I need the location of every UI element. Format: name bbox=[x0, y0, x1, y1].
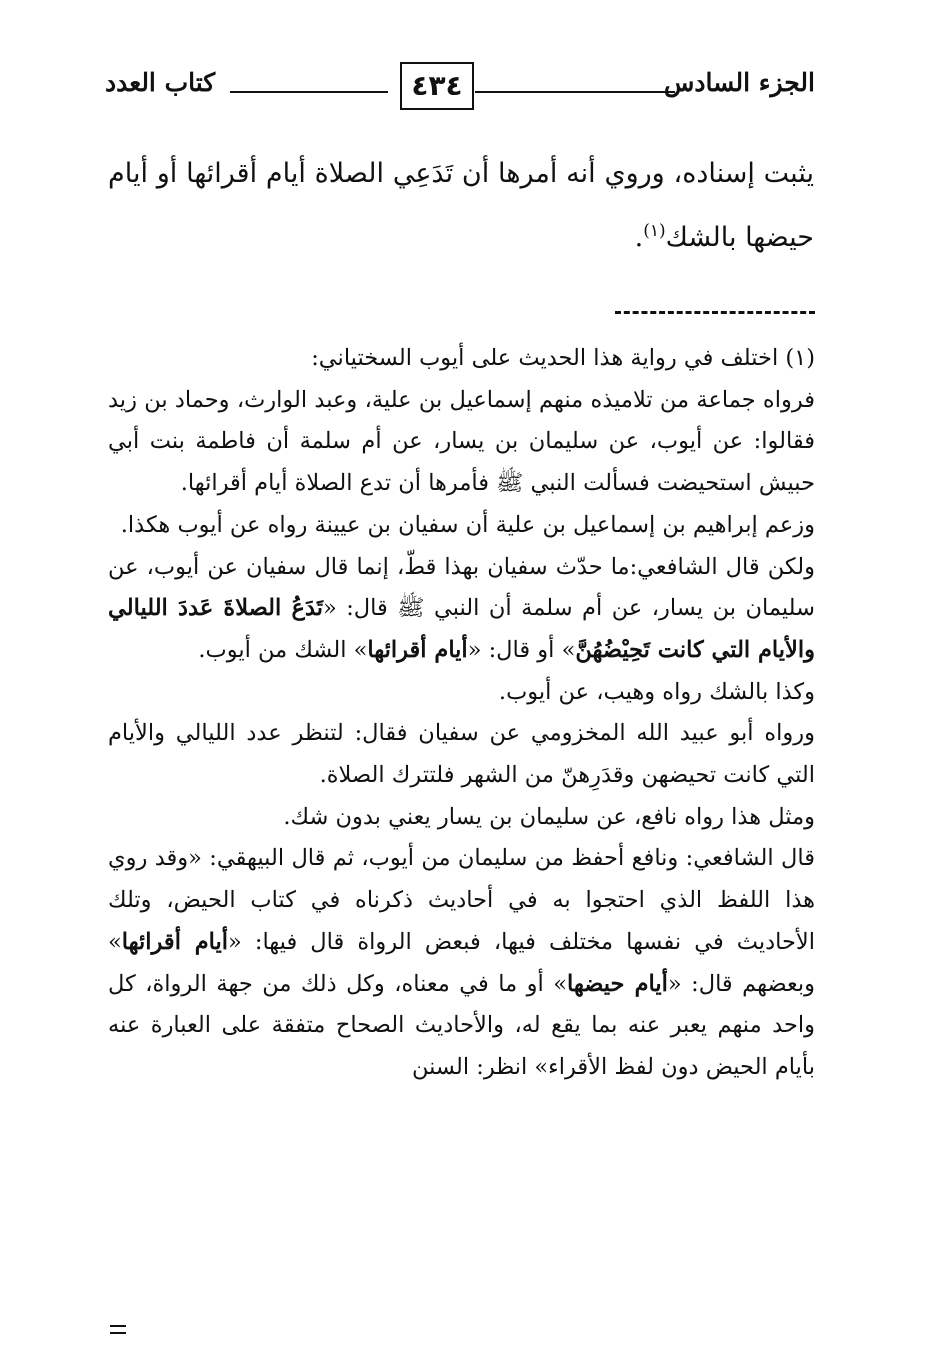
quoted-phrase: أيام أقرائها bbox=[121, 928, 229, 955]
quoted-phrase: أيام أقرائها bbox=[367, 636, 468, 663]
footnote-paragraph bbox=[108, 547, 815, 672]
text-run: » أو قال: « bbox=[467, 636, 576, 663]
header-rule-right bbox=[475, 91, 675, 93]
running-header bbox=[105, 62, 815, 118]
footnote-paragraph: فرواه جماعة من تلاميذه منهم إسماعيل بن علية، وعبد الوارث، وحماد بن زيد فقالوا: عن أيوب، عن سليمان بن يسار، عن أم سلمة أن فاطمة بنت أبي حبيش استحيضت فسألت النبي ﷺ فأمرها أن تدع الصلاة أيام أقرائها. bbox=[108, 386, 815, 497]
quoted-hadith: تَدَعُ الصلاةَ عَددَ الليالي والأيام التي كانت تَحِيْضُهُنَّ bbox=[108, 595, 815, 663]
footnote-separator bbox=[615, 311, 815, 314]
footnote-paragraph: وزعم إبراهيم بن إسماعيل بن علية أن سفيان بن عيينة رواه عن أيوب هكذا. bbox=[120, 511, 815, 538]
header-rule-left bbox=[230, 91, 388, 93]
text-run: » وبعضهم قال: « bbox=[108, 928, 815, 997]
footnote-paragraph: ومثل هذا رواه نافع، عن سليمان بن يسار يعني بدون شك. bbox=[283, 803, 815, 830]
text-run: قال الشافعي: ونافع أحفظ من سليمان من أيوب، ثم قال البيهقي: «وقد روي هذا اللفظ الذي احتجوا به في أحاديث ذكرناه في كتاب الحيض، وتلك الأحاديث في نفسها مختلف فيها، فبعض الرواة قال فيها: « bbox=[108, 845, 816, 955]
footnote-paragraph bbox=[108, 838, 815, 1088]
footnote-paragraph: وكذا بالشك رواه وهيب، عن أيوب. bbox=[498, 678, 815, 705]
main-end-punct: . bbox=[634, 222, 644, 253]
page-number: ٤٣٤ bbox=[400, 62, 474, 110]
book-title: كتاب العدد bbox=[105, 68, 216, 97]
quoted-phrase: أيام حيضها bbox=[567, 970, 668, 997]
text-run: ولكن قال الشافعي:ما حدّث سفيان بهذا قطّ، إنما قال سفيان عن أيوب، عن سليمان بن يسار، عن أم سلمة أن النبي ﷺ قال: « bbox=[108, 553, 815, 622]
footnotes bbox=[108, 338, 815, 1089]
footnote-reference[interactable]: (١) bbox=[643, 221, 666, 241]
text-run: » أو ما في معناه، وكل ذلك من جهة الرواة، كل واحد منهم يعبر عنه بما يقع له، والأحاديث الصحاح متفقة على العبارة عنه بأيام الحيض دون لفظ الأقراء» انظر: السنن bbox=[108, 970, 815, 1080]
text-run: » الشك من أيوب. bbox=[198, 636, 368, 663]
footnote-paragraph: ورواه أبو عبيد الله المخزومي عن سفيان فقال: لتنظر عدد الليالي والأيام التي كانت تحيضهن وقدَرِهنّ من الشهر فلتترك الصلاة. bbox=[108, 720, 815, 789]
footnote-intro: (١) اختلف في رواية هذا الحديث على أيوب السختياني: bbox=[311, 345, 815, 371]
volume-title: الجزء السادس bbox=[663, 68, 815, 97]
main-text bbox=[108, 142, 814, 270]
main-paragraph: يثبت إسناده، وروي أنه أمرها أن تَدَعِي الصلاة أيام أقرائها أو أيام حيضها بالشك bbox=[108, 158, 814, 253]
continuation-mark bbox=[110, 1325, 126, 1334]
